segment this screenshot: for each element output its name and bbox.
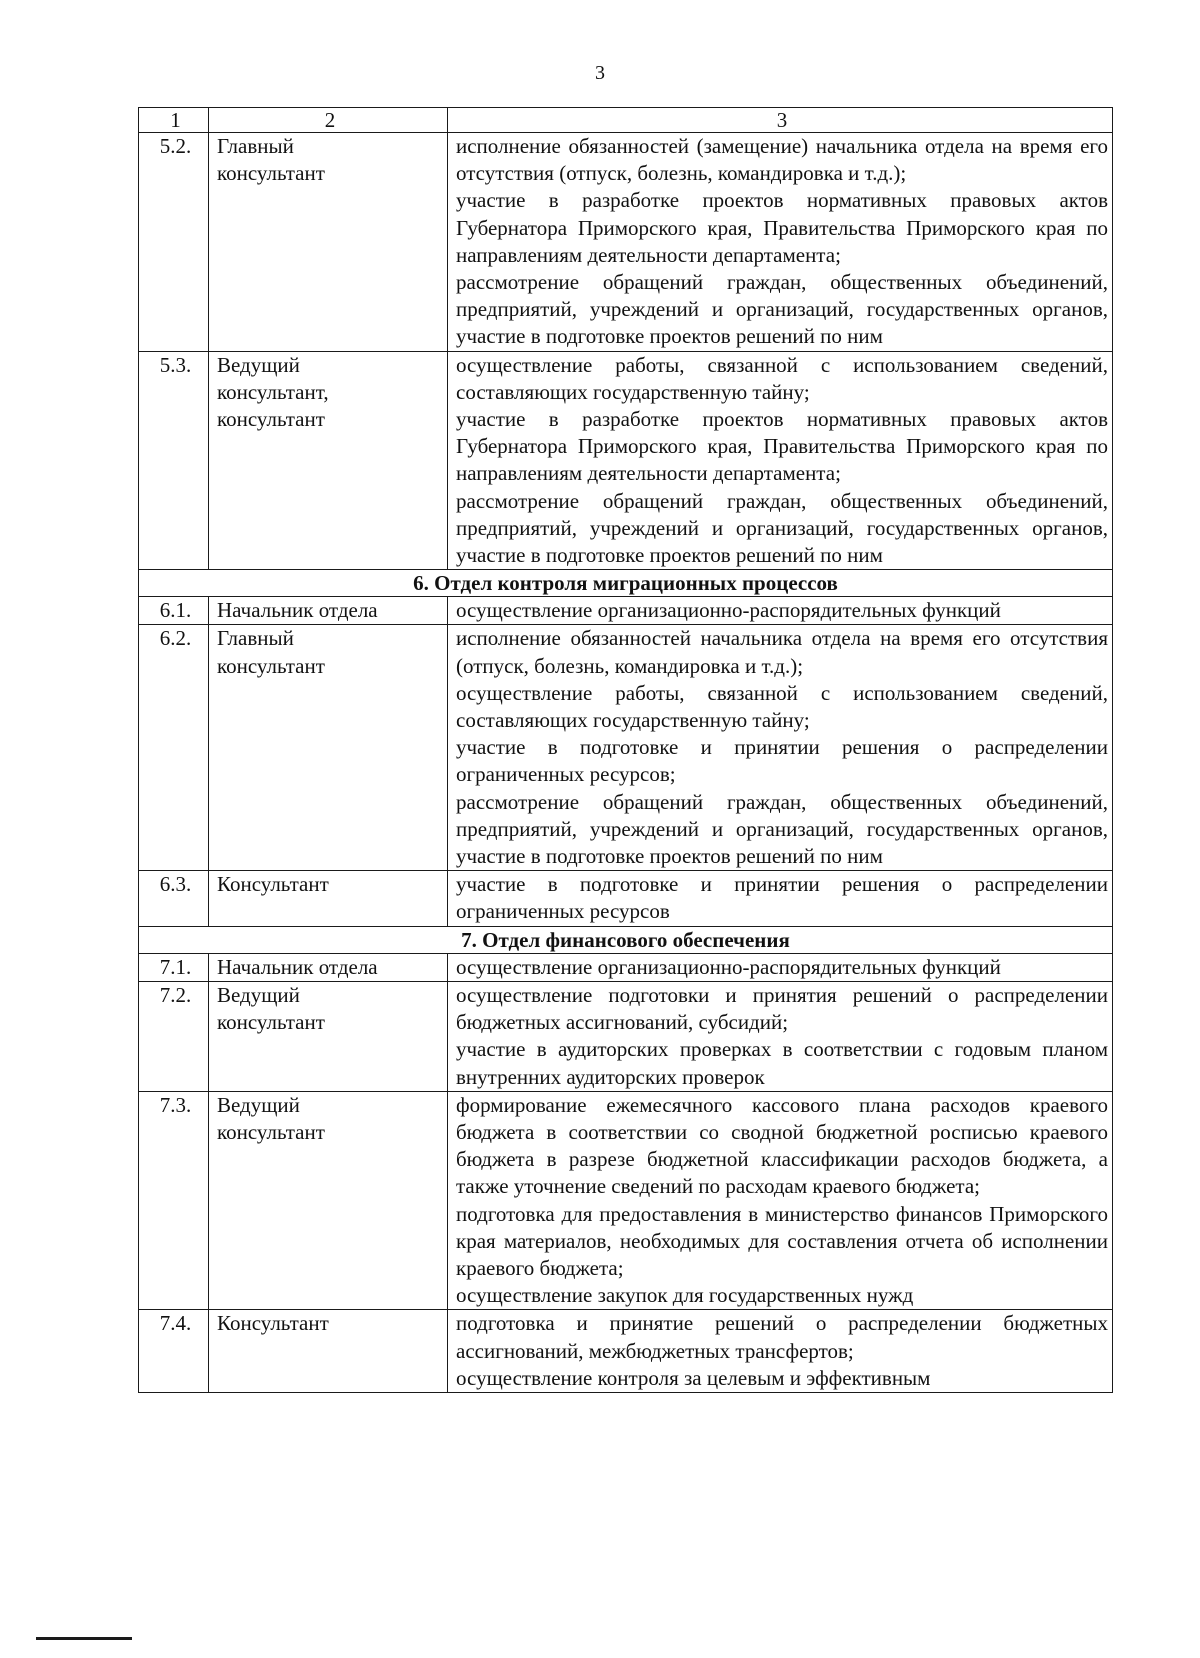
position-line: Ведущий — [217, 982, 300, 1007]
duties-description — [448, 1310, 1113, 1393]
duty-item: участие в подготовке и принятии решения о распределении ограниченных ресурсов — [456, 872, 1108, 924]
duties-description — [448, 1091, 1113, 1310]
row-number: 7.4. — [139, 1310, 209, 1393]
section-header-row — [139, 926, 1113, 953]
row-number: 5.3. — [139, 351, 209, 570]
header-col-duties: 3 — [448, 108, 1113, 133]
table-row — [139, 1091, 1113, 1310]
duty-item: рассмотрение обращений граждан, общественных объединений, предприятий, учреждений и организаций, государственных органов, участие в подготовке проектов решений по ним — [456, 270, 1108, 349]
position-line: консультант — [217, 161, 325, 186]
position-line: Начальник отдела — [217, 954, 378, 979]
footer-rule — [36, 1637, 132, 1640]
position-line: Ведущий — [217, 1092, 300, 1117]
duty-item: исполнение обязанностей (замещение) начальника отдела на время его отсутствия (отпуск, болезнь, командировка и т.д.); — [456, 134, 1108, 186]
position-title — [209, 597, 448, 625]
duties-description — [448, 625, 1113, 871]
position-title — [209, 871, 448, 926]
position-line: консультант — [217, 1010, 325, 1035]
duty-item: подготовка для предоставления в министерство финансов Приморского края материалов, необходимых для составления отчета об исполнении краевого бюджета; — [456, 1201, 1108, 1280]
duty-item: рассмотрение обращений граждан, общественных объединений, предприятий, учреждений и организаций, государственных органов, участие в подготовке проектов решений по ним — [456, 488, 1108, 568]
table-row — [139, 981, 1113, 1091]
position-line: Консультант — [217, 872, 329, 897]
position-line: Главный — [217, 626, 294, 651]
position-title — [209, 625, 448, 871]
position-title — [209, 953, 448, 981]
duty-item: исполнение обязанностей начальника отдела на время его отсутствия (отпуск, болезнь, командировка и т.д.); — [456, 626, 1108, 678]
position-line: Консультант — [217, 1311, 329, 1336]
duty-item: осуществление работы, связанной с использованием сведений, составляющих государственную тайну; — [456, 352, 1108, 404]
page-number: 3 — [595, 62, 605, 84]
duty-item: осуществление подготовки и принятия решений о распределении бюджетных ассигнований, субсидий; — [456, 982, 1108, 1035]
duties-description — [448, 981, 1113, 1091]
position-title — [209, 1310, 448, 1393]
table-body — [139, 108, 1113, 1393]
table-row — [139, 351, 1113, 570]
table-row — [139, 133, 1113, 352]
header-col-position: 2 — [209, 108, 448, 133]
row-number: 7.3. — [139, 1091, 209, 1310]
position-title — [209, 1091, 448, 1310]
position-line: консультант — [217, 653, 325, 678]
duty-item: участие в подготовке и принятии решения о распределении ограниченных ресурсов; — [456, 735, 1108, 787]
table-row — [139, 871, 1113, 926]
duties-description — [448, 597, 1113, 625]
table-row — [139, 953, 1113, 981]
duties-description — [448, 953, 1113, 981]
position-line: Начальник отдела — [217, 598, 378, 623]
row-number: 6.2. — [139, 625, 209, 871]
duty-item: участие в разработке проектов нормативных правовых актов Губернатора Приморского края, Правительства Приморского края по направлениям деятельности департамента; — [456, 407, 1108, 486]
duty-item: участие в аудиторских проверках в соответствии с годовым планом внутренних аудиторских проверок — [456, 1037, 1108, 1089]
position-title — [209, 133, 448, 352]
table-row — [139, 625, 1113, 871]
position-line: Главный — [217, 134, 294, 158]
duties-description — [448, 133, 1113, 352]
position-title — [209, 981, 448, 1091]
row-number: 7.1. — [139, 953, 209, 981]
row-number: 6.3. — [139, 871, 209, 926]
row-number: 5.2. — [139, 133, 209, 352]
duty-item: осуществление закупок для государственных нужд — [456, 1283, 914, 1308]
section-title: 7. Отдел финансового обеспечения — [139, 926, 1113, 953]
section-header-row — [139, 570, 1113, 597]
header-col-number: 1 — [139, 108, 209, 133]
duty-item: рассмотрение обращений граждан, общественных объединений, предприятий, учреждений и организаций, государственных органов, участие в подготовке проектов решений по ним — [456, 789, 1108, 869]
position-line: Ведущий — [217, 352, 300, 377]
position-title — [209, 351, 448, 570]
position-line: консультант, — [217, 379, 329, 404]
duty-item: осуществление контроля за целевым и эффективным — [456, 1365, 931, 1390]
duty-item: подготовка и принятие решений о распределении бюджетных ассигнований, межбюджетных трансфертов; — [456, 1311, 1108, 1363]
duty-item: осуществление организационно-распорядительных функций — [456, 598, 1001, 623]
table-row — [139, 597, 1113, 625]
duties-table — [138, 107, 1113, 1393]
duties-description — [448, 351, 1113, 570]
duty-item: осуществление работы, связанной с использованием сведений, составляющих государственную тайну; — [456, 680, 1108, 733]
position-line: консультант — [217, 407, 325, 432]
duty-item: осуществление организационно-распорядительных функций — [456, 954, 1001, 979]
duties-description — [448, 871, 1113, 926]
row-number: 7.2. — [139, 981, 209, 1091]
section-title: 6. Отдел контроля миграционных процессов — [139, 570, 1113, 597]
table-header-row — [139, 108, 1113, 133]
table-row — [139, 1310, 1113, 1393]
duty-item: формирование ежемесячного кассового плана расходов краевого бюджета в соответствии со сводной бюджетной росписью краевого бюджета в разрезе бюджетной классификации расходов бюджета, а также уточнение сведений по расходам краевого бюджета; — [456, 1092, 1108, 1199]
row-number: 6.1. — [139, 597, 209, 625]
position-line: консультант — [217, 1119, 325, 1144]
duty-item: участие в разработке проектов нормативных правовых актов Губернатора Приморского края, Правительства Приморского края по направлениям деятельности департамента; — [456, 188, 1108, 267]
